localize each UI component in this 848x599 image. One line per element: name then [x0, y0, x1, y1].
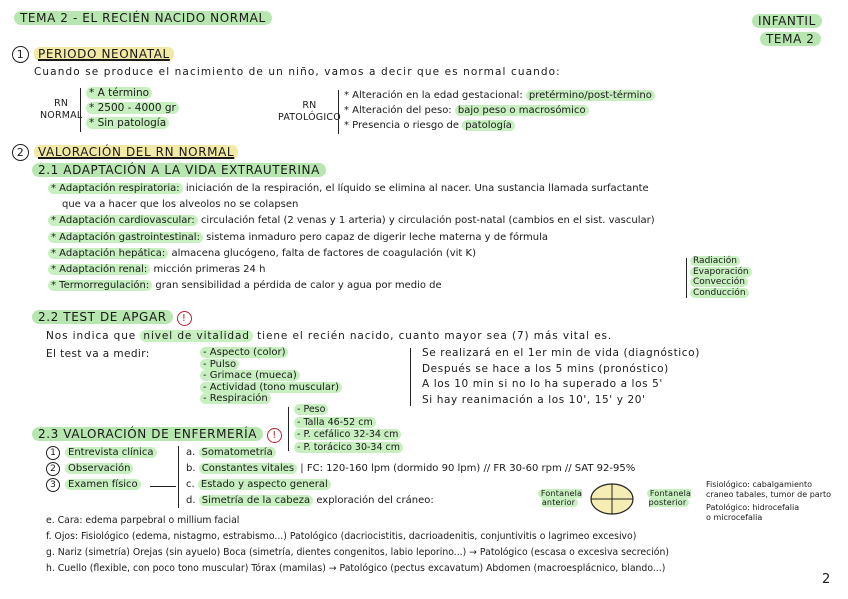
brace	[80, 88, 81, 132]
list-item: * Alteración del peso: bajo peso o macrosómico	[344, 103, 655, 118]
topic-badge: TEMA 2	[760, 32, 821, 46]
list-item: Radiación	[690, 256, 740, 266]
assessment-methods	[46, 445, 157, 493]
list-item: h. Cuello (flexible, con poco tono muscular) Tórax (mamilas) → Patológico (pectus excavatum) Abdomen (macroesplácnico, blando...)	[46, 563, 666, 574]
list-item: - Grimace (mueca)	[200, 370, 300, 381]
list-item: craneo tabales, tumor de parto	[706, 489, 832, 499]
adaptation-list	[48, 181, 655, 294]
subsection-2-3: 2.3 VALORACIÓN DE ENFERMERÍA !	[32, 427, 282, 443]
section-title: PERIODO NEONATAL	[34, 47, 174, 61]
list-item: Después se hace a los 5 mins (pronóstico)	[422, 362, 669, 375]
subsection-2-2: 2.2 TEST DE APGAR !	[32, 310, 192, 326]
important-mark: !	[267, 428, 282, 443]
list-item: f. Ojos: Fisiológico (edema, nistagmo, estrabismo...) Patológico (dacriocistitis, dacrioadenitis, conjuntivitis o lagrimeo excesivo)	[46, 531, 637, 542]
list-item: * Termorregulación: gran sensibilidad a pérdida de calor y agua por medio de	[48, 278, 655, 294]
section-2-heading	[12, 144, 238, 161]
list-item: * Adaptación gastrointestinal: sistema inmaduro pero capaz de digerir leche materna y de fórmula	[48, 230, 655, 246]
list-item: - P. torácico 30-34 cm	[294, 442, 403, 453]
list-item: e. Cara: edema parpebral o millium facial	[46, 515, 240, 526]
list-item: o microcefalia	[706, 512, 763, 522]
apgar-measure-label: El test va a medir:	[46, 348, 150, 360]
section-number: 2	[12, 144, 29, 161]
list-item: - P. cefálico 32-34 cm	[294, 429, 401, 440]
rn-normal-label: RN NORMAL	[40, 98, 83, 121]
page-title: TEMA 2 - EL RECIÉN NACIDO NORMAL	[14, 11, 272, 25]
rn-pathological-list	[344, 88, 655, 133]
page-number: 2	[822, 572, 831, 587]
final-exam-lines	[46, 513, 669, 577]
brace	[178, 446, 179, 508]
list-item: a. Somatometría	[186, 445, 635, 461]
list-item: * Adaptación hepática: almacena glucógeno, falta de factores de coagulación (vit K)	[48, 246, 655, 262]
list-item: c. Estado y aspecto general	[186, 477, 635, 493]
list-item: g. Nariz (simetría) Orejas (sin ayuelo) Boca (simetría, dientes congenitos, labio leporino...) → Patológico (escasa o excesiva secreción)	[46, 547, 670, 558]
brace	[410, 348, 411, 406]
section-title: VALORACIÓN DEL RN NORMAL	[34, 145, 238, 159]
heat-loss-list	[690, 256, 752, 298]
list-item: Fisiológico: cabalgamiento	[706, 480, 812, 489]
list-item: * Sin patología	[86, 117, 169, 129]
list-item: Si hay reanimación a los 10', 15' y 20'	[422, 393, 646, 406]
apgar-notes	[422, 346, 700, 408]
list-item: que va a hacer que los alveolos no se colapsen	[62, 199, 299, 211]
list-item: Se realizará en el 1er min de vida (diagnóstico)	[422, 347, 700, 359]
apgar-items	[200, 347, 342, 405]
important-mark: !	[177, 311, 192, 326]
list-item: * A término	[86, 87, 152, 99]
brace	[686, 258, 687, 298]
skull-sketch	[588, 482, 636, 516]
list-item: Patológico: hidrocefalia	[706, 503, 800, 512]
list-item: - Talla 46-52 cm	[294, 417, 376, 428]
brace	[338, 90, 339, 134]
list-item: d. Simetría de la cabeza exploración del cráneo:	[186, 495, 434, 506]
list-item: * Adaptación cardiovascular: circulación fetal (2 venas y 1 arteria) y circulación post-natal (cambios en el sist. vascular)	[48, 213, 655, 229]
list-item: Evaporación	[690, 267, 752, 277]
list-item: A los 10 min si no lo ha superado a los 5'	[422, 378, 663, 390]
list-item: - Aspecto (color)	[200, 347, 288, 358]
list-item: * Adaptación respiratoria: iniciación de la respiración, el líquido se elimina al nacer. Una sustancia llamada surfactante	[48, 181, 655, 197]
rn-pathological-label: RN PATOLÓGICO	[278, 100, 341, 123]
apgar-intro: Nos indica que nivel de vitalidad tiene el recién nacido, cuanto mayor sea (7) más vital es.	[46, 330, 613, 342]
list-item: * Presencia o riesgo de patología	[344, 118, 655, 133]
list-item: Conducción	[690, 288, 749, 298]
list-item: b. Constantes vitales | FC: 120-160 lpm (dormido 90 lpm) // FR 30-60 rpm // SAT 92-95%	[186, 463, 636, 474]
section-1-heading	[12, 46, 174, 63]
section-number: 1	[12, 46, 29, 63]
list-item: - Peso	[294, 404, 328, 415]
skull-notes	[706, 480, 831, 522]
list-item: - Respiración	[200, 393, 271, 404]
list-item: 3 Examen físico	[46, 477, 157, 493]
list-item: * Adaptación renal: micción primeras 24 h	[48, 262, 655, 278]
fontanelle-back-label: Fontanela posterior	[648, 489, 692, 507]
list-item: Convección	[690, 277, 748, 287]
intro-text: Cuando se produce el nacimiento de un niño, vamos a decir que es normal cuando:	[34, 66, 561, 78]
course-badge: INFANTIL	[752, 14, 822, 28]
list-item: * 2500 - 4000 gr	[86, 102, 179, 114]
list-item: 1 Entrevista clínica	[46, 445, 157, 461]
list-item: 2 Observación	[46, 461, 157, 477]
fontanelle-front-label: Fontanela anterior	[530, 489, 590, 507]
list-item: * Alteración en la edad gestacional: pretérmino/post-término	[344, 88, 655, 103]
rn-normal-list	[86, 86, 179, 131]
arrow-line	[150, 486, 176, 487]
list-item: - Pulso	[200, 359, 239, 370]
list-item: - Actividad (tono muscular)	[200, 382, 342, 393]
subsection-2-1: 2.1 ADAPTACIÓN A LA VIDA EXTRAUTERINA	[32, 163, 326, 177]
